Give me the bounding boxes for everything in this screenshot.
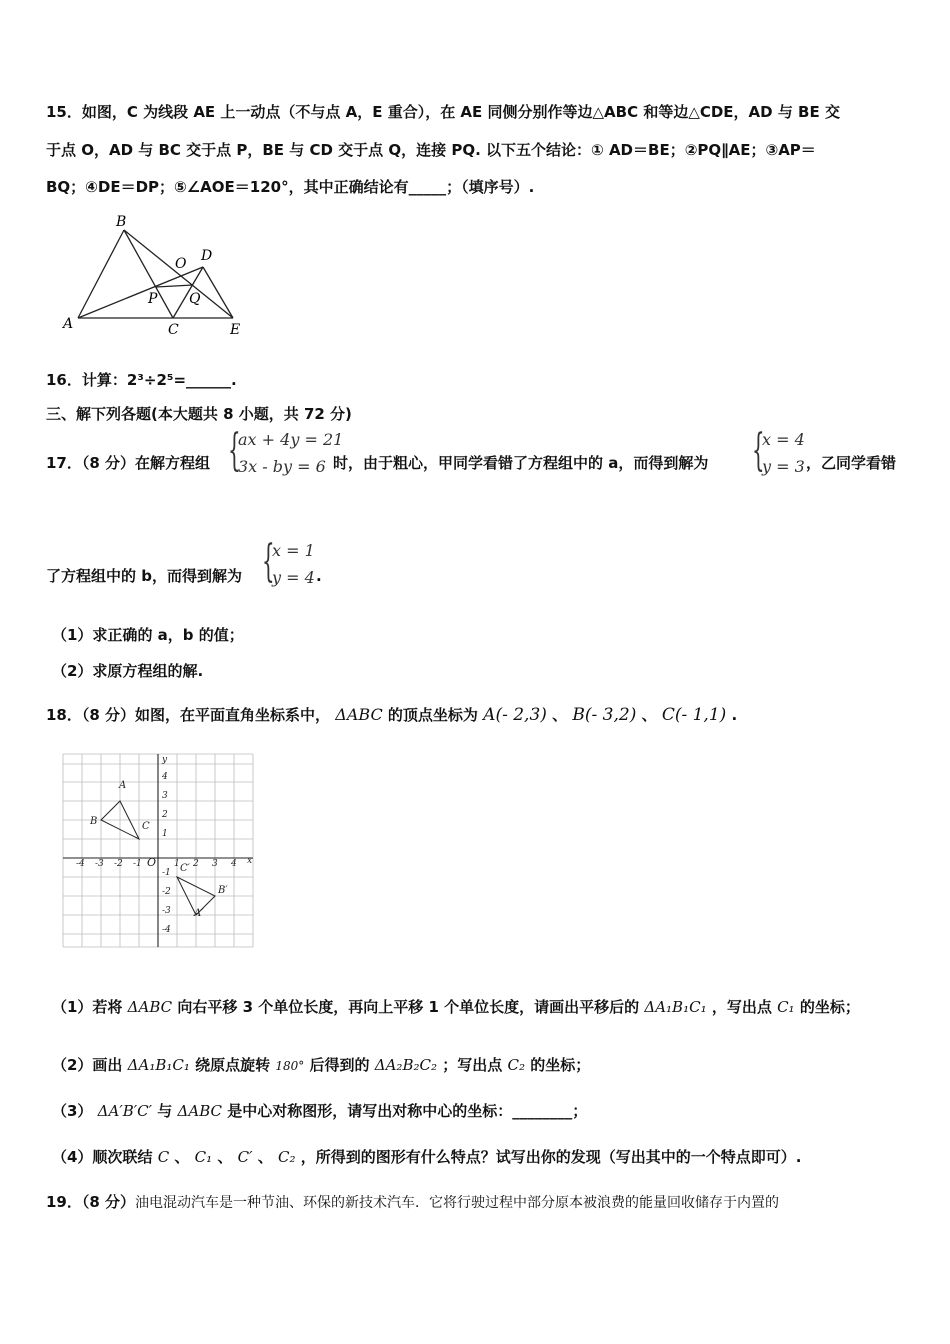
q18-sub2b: ΔA₁B₁C₁ — [127, 1056, 190, 1074]
origin-label: O — [147, 856, 157, 869]
q18-sub1c: 向右平移 3 个单位长度，再向上平移 1 个单位长度，请画出平移后的 — [177, 998, 640, 1016]
q18-sub3c: 与 — [157, 1102, 173, 1120]
xtick: 2 — [193, 859, 199, 869]
q17-sol2a: x = 1 — [272, 541, 315, 560]
q18-sub3e: 是中心对称图形，请写出对称中心的坐标：________； — [227, 1102, 588, 1120]
q18-sub1d: ΔA₁B₁C₁ — [644, 998, 707, 1016]
label-P: P — [148, 291, 158, 307]
q18-prefix: 18．（8 分）如图，在平面直角坐标系中， — [46, 706, 331, 724]
axis-x-label: x — [247, 856, 253, 866]
q18-sub2i: 的坐标； — [530, 1056, 591, 1074]
q18-sub4 — [52, 1147, 801, 1167]
xtick: 1 — [174, 859, 180, 869]
q17-sub2: （2）求原方程组的解. — [52, 662, 204, 680]
q18-sub4c: 、 — [174, 1148, 190, 1166]
ytick: 3 — [162, 791, 168, 801]
q18-sub4a: （4）顺次联结 — [52, 1148, 153, 1166]
label-C: C — [168, 322, 179, 338]
q18-sub2d: 180° — [275, 1059, 305, 1073]
q18-sub4e: 、 — [217, 1148, 233, 1166]
label-E: E — [230, 322, 241, 338]
q18-end: . — [731, 706, 738, 724]
q18-sub2 — [52, 1055, 590, 1076]
q18-sub1f: C₁ — [777, 998, 795, 1016]
q18-sub4h: C₂ — [278, 1148, 296, 1166]
q17-line2: 了方程组中的 b，而得到解为 — [46, 567, 242, 585]
q18-sep2: 、 — [641, 706, 657, 724]
brace-icon: { — [228, 425, 241, 476]
ytick: 4 — [162, 772, 168, 782]
label-O: O — [175, 256, 187, 272]
q17-sol1a: x = 4 — [762, 430, 805, 449]
q17-prefix: 17．（8 分）在解方程组 — [46, 454, 211, 472]
q18-pointB: B(- 3,2) — [572, 705, 637, 725]
q19-label: 19．（8 分） — [46, 1193, 136, 1211]
q15-line1: 15．如图，C 为线段 AE 上一动点（不与点 A，E 重合），在 AE 同侧分别作等边△ABC 和等边△CDE，AD 与 BE 交 — [46, 103, 840, 121]
q19-text: 油电混动汽车是一种节油、环保的新技术汽车．它将行驶过程中部分原本被浪费的能量回收储存于内置的 — [135, 1195, 780, 1211]
q18-sub1b: ΔABC — [127, 998, 173, 1016]
brace-icon: { — [752, 425, 765, 476]
q18-sub4b: C — [157, 1148, 170, 1166]
q18-sub1g: 的坐标； — [799, 998, 860, 1016]
q17-sol1b: y = 3 — [762, 457, 805, 476]
q18-sub1a: （1）若将 — [52, 998, 123, 1016]
point-B-label: B — [90, 816, 98, 827]
xtick: -2 — [114, 859, 123, 869]
point-C2-label: C′ — [180, 863, 190, 874]
label-D: D — [201, 248, 213, 264]
q18-sep1: 、 — [552, 706, 568, 724]
q18-pointC: C(- 1,1) — [661, 705, 727, 725]
q18-tri: ΔABC — [335, 705, 383, 724]
ytick: -1 — [162, 868, 171, 878]
q19-line — [46, 1192, 779, 1213]
label-A: A — [63, 316, 74, 332]
q18-mid: 的顶点坐标为 — [387, 706, 478, 724]
xtick: 3 — [212, 859, 218, 869]
ytick: -3 — [162, 906, 171, 916]
label-Q: Q — [189, 291, 201, 307]
q18-sub4g: 、 — [257, 1148, 273, 1166]
q18-sub2a: （2）画出 — [52, 1056, 123, 1074]
xtick: -3 — [95, 859, 104, 869]
xtick: -4 — [76, 859, 85, 869]
q17-mid: 时，由于粗心，甲同学看错了方程组中的 a，而得到解为 — [333, 454, 709, 472]
q18-sub3a: （3） — [52, 1102, 93, 1120]
q18-pointA: A(- 2,3) — [483, 705, 547, 725]
q18-sub3 — [52, 1101, 587, 1121]
q16-text: 16．计算：2³÷2⁵=______. — [46, 371, 237, 389]
ytick: 2 — [162, 810, 168, 820]
ytick: -2 — [162, 887, 171, 897]
point-A2-label: A′ — [194, 908, 204, 919]
q17-sub1: （1）求正确的 a，b 的值； — [52, 626, 244, 644]
point-C-label: C — [142, 821, 150, 832]
q18-sub3d: ΔABC — [177, 1102, 222, 1120]
q18-sub4d: C₁ — [194, 1148, 213, 1166]
q18-sub3b: ΔA′B′C′ — [97, 1102, 153, 1120]
ytick: -4 — [162, 925, 171, 935]
q18-sub4f: C′ — [237, 1148, 253, 1166]
q15-line3: BQ；④DE＝DP；⑤∠AOE＝120°，其中正确结论有_____；（填序号）. — [46, 178, 535, 196]
brace-icon: { — [262, 536, 275, 587]
axis-y-label: y — [162, 755, 168, 765]
point-B2-label: B′ — [218, 885, 228, 896]
q17-line2-end: . — [316, 567, 322, 585]
q17-sol2b: y = 4 — [272, 568, 315, 587]
q15-line2: 于点 O，AD 与 BC 交于点 P，BE 与 CD 交于点 Q，连接 PQ. 以下五个结论：① AD＝BE；②PQ∥AE；③AP＝ — [46, 141, 816, 159]
q18-sub2g: ；写出点 — [442, 1056, 503, 1074]
q18-sub2f: ΔA₂B₂C₂ — [374, 1056, 437, 1074]
q18-sub2e: 后得到的 — [309, 1056, 370, 1074]
ytick: 1 — [162, 829, 168, 839]
q18-sub4i: ，所得到的图形有什么特点？试写出你的发现（写出其中的一个特点即可）. — [300, 1148, 802, 1166]
xtick: -1 — [133, 859, 142, 869]
q18-sub2c: 绕原点旋转 — [195, 1056, 271, 1074]
q17-tail: ，乙同学看错 — [806, 454, 897, 472]
q18-sub2h: C₂ — [507, 1056, 525, 1074]
q18-sub1e: ，写出点 — [711, 998, 772, 1016]
xtick: 4 — [231, 859, 237, 869]
section3-title: 三、解下列各题(本大题共 8 小题，共 72 分) — [46, 405, 352, 423]
q17-eq2: 3x - by = 6 — [238, 457, 326, 476]
label-B: B — [116, 214, 127, 230]
q18-sub1 — [52, 997, 860, 1017]
point-A-label: A — [119, 780, 127, 791]
q17-eq1: ax + 4y = 21 — [238, 430, 344, 449]
